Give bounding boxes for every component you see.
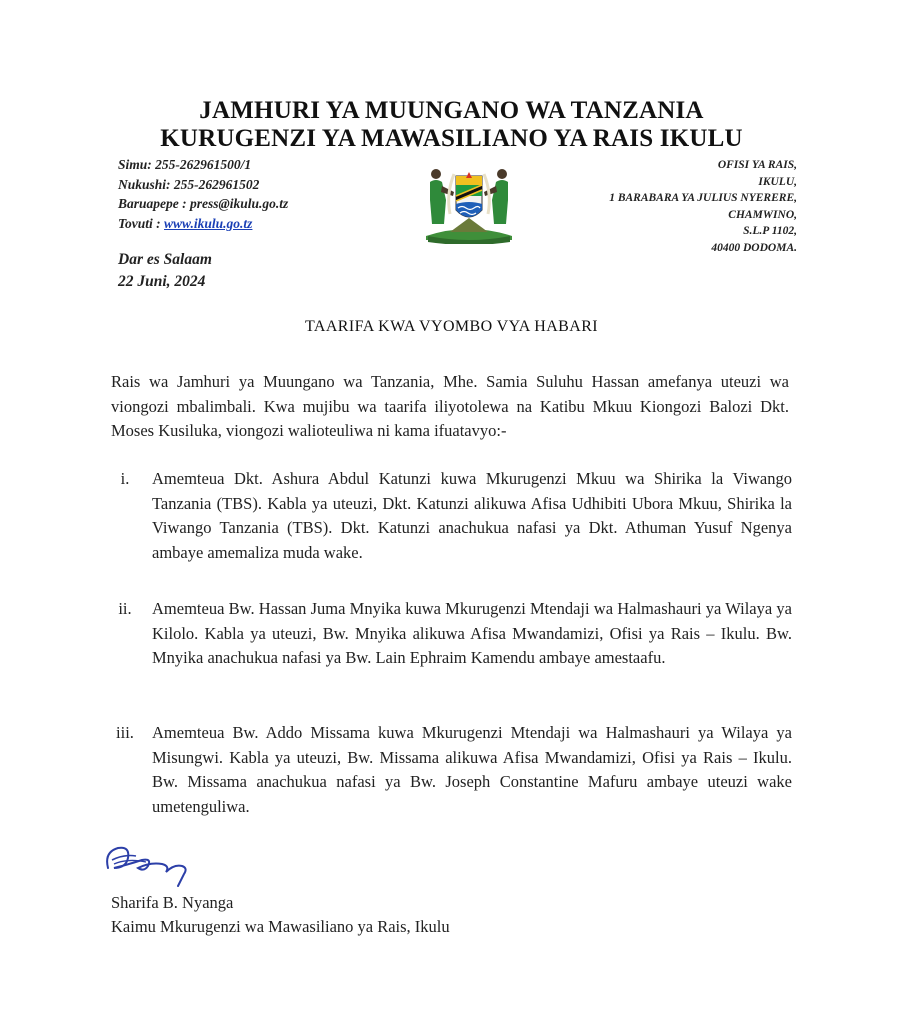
signatory-name: Sharifa B. Nyanga <box>111 893 234 912</box>
document-title-line1: JAMHURI YA MUUNGANO WA TANZANIA <box>199 97 704 124</box>
email-address: Baruapepe : press@ikulu.go.tz <box>118 196 289 211</box>
address-line: 1 BARABARA YA JULIUS NYERERE, <box>609 192 797 204</box>
date: 22 Juni, 2024 <box>118 273 206 290</box>
document-title-line2: KURUGENZI YA MAWASILIANO YA RAIS IKULU <box>160 125 743 152</box>
address-line: 40400 DODOMA. <box>711 241 797 254</box>
place-and-date <box>118 249 212 293</box>
website-link[interactable]: www.ikulu.go.tz <box>164 215 253 231</box>
list-item-number: iii. <box>116 723 134 742</box>
phone-number: Simu: 255-262961500/1 <box>118 157 252 172</box>
fax-number: Nukushi: 255-262961502 <box>118 176 260 192</box>
place: Dar es Salaam <box>118 251 212 268</box>
list-item-text: Amemteua Dkt. Ashura Abdul Katunzi kuwa Mkurugenzi Mkuu wa Shirika la Viwango Tanzania (TBS). Kabla ya uteuzi, Dkt. Katunzi alikuwa Afisa Udhibiti Ubora Mkuu, Shirika la Viwango Tanzania (TBS). Dkt. Katunzi anachukua nafasi ya Dkt. Athuman Yusuf Ngenya ambaye amemaliza muda wake. <box>152 469 792 562</box>
address-line: OFISI YA RAIS, <box>717 159 797 171</box>
list-item-number: i. <box>120 469 130 488</box>
website-row <box>118 214 288 234</box>
intro-paragraph: Rais wa Jamhuri ya Muungano wa Tanzania, Mhe. Samia Suluhu Hassan amefanya uteuzi wa viongozi mbalimbali. Kwa mujibu wa taarifa iliyotolewa na Katibu Mkuu Kiongozi Balozi Dkt. Moses Kusiluka, viongozi walioteuliwa ni kama ifuatavyo:- <box>111 372 789 440</box>
list-item-text: Amemteua Bw. Hassan Juma Mnyika kuwa Mkurugenzi Mtendaji wa Halmashauri ya Wilaya ya Kilolo. Kabla ya uteuzi, Bw. Mnyika alikuwa Afisa Mwandamizi, Ofisi ya Rais – Ikulu. Bw. Mnyika anachukua nafasi ya Bw. Lain Ephraim Kamendu ambaye amestaafu. <box>152 599 792 667</box>
list-item-text: Amemteua Bw. Addo Missama kuwa Mkurugenzi Mtendaji wa Halmashauri ya Wilaya ya Misungwi. Kabla ya uteuzi, Bw. Missama alikuwa Afisa Mwandamizi, Ofisi ya Rais – Ikulu. Bw. Missama anachukua nafasi ya Bw. Joseph Constantine Mafuru ambaye uteuzi wake umetenguliwa. <box>152 723 792 816</box>
address-line: CHAMWINO, <box>728 208 797 221</box>
address-line: IKULU, <box>758 175 797 188</box>
contact-block <box>118 155 288 233</box>
address-line: S.L.P 1102, <box>743 225 797 237</box>
list-item-number: ii. <box>118 599 132 618</box>
signatory-block <box>111 891 450 939</box>
handwritten-signature-icon <box>100 838 210 890</box>
signatory-title: Kaimu Mkurugenzi wa Mawasiliano ya Rais, Ikulu <box>111 917 450 936</box>
release-heading: TAARIFA KWA VYOMBO VYA HABARI <box>304 318 599 335</box>
office-address <box>609 157 797 256</box>
website-label: Tovuti : <box>118 215 165 231</box>
tanzania-coat-of-arms-icon <box>420 152 518 244</box>
